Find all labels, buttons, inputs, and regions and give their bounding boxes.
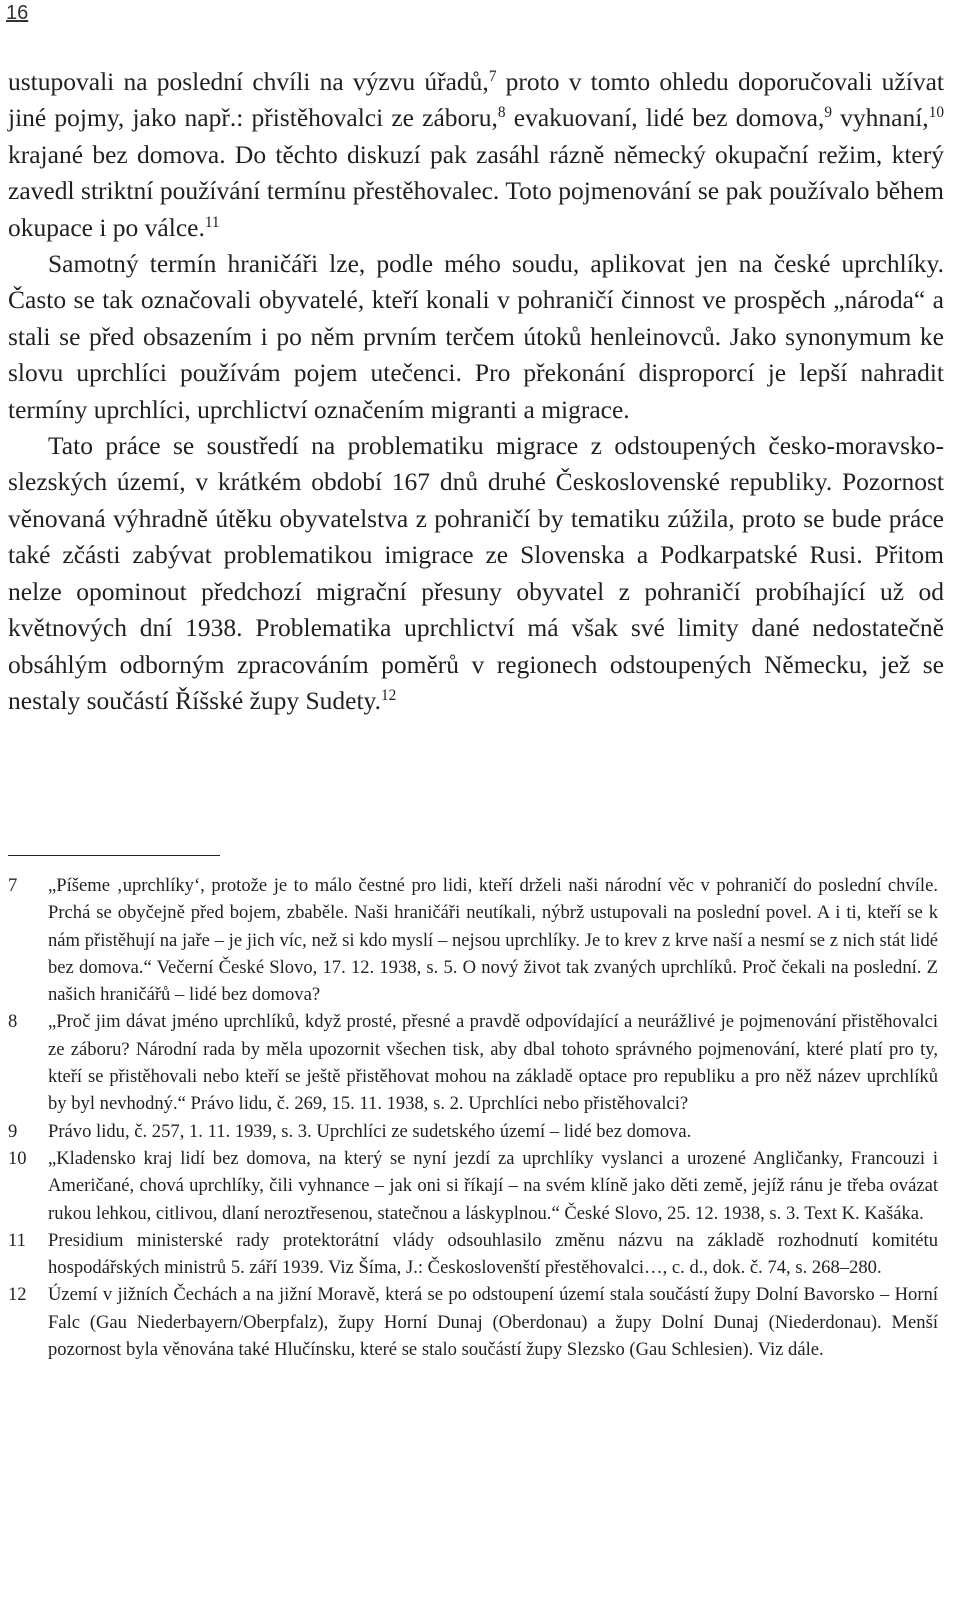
footnote-number: 7 — [8, 875, 18, 896]
footnote-text: Presidium ministerské rady protektorátní vlády odsouhlasilo změnu názvu na základě rozhodnutí komitétu hospodářských ministrů 5. září 1939. Viz Šíma, J.: Českoslovenští přestěhovalci…, c. d., dok. č. 74, s. 268–280. — [48, 1229, 938, 1279]
paragraph-3 — [8, 428, 944, 719]
footnotes — [8, 872, 938, 1363]
footnote-ref-7[interactable]: 7 — [488, 67, 497, 85]
footnote-ref-9[interactable]: 9 — [824, 104, 832, 122]
footnote-ref-12[interactable]: 12 — [381, 686, 397, 704]
footnote-12 — [8, 1281, 938, 1363]
paragraph-text: proto v tomto ohledu doporučovali užívat jiné pojmy, jako např.: přistěhovalci ze záboru, — [8, 67, 944, 133]
footnote-text: „Kladensko kraj lidí bez domova, na který se nyní jezdí za uprchlíky vyslanci a urozené Angličanky, Francouzi i Američané, chová uprchlíky, čili vyhnance – jak oni si říkají – na svém klíně jako děti země, jejíž ránu je třeba ovázat rukou lehkou, citlivou, dlaní neroztřesenou, statečnou a láskyplnou.“ České Slovo, 25. 12. 1938, s. 3. Text K. Kašáka. — [48, 1147, 938, 1224]
paragraph-text: evakuovaní, lidé bez domova, — [505, 103, 825, 133]
footnote-text: „Píšeme ‚uprchlíky‘, protože je to málo čestné pro lidi, kteří drželi naši národní věc v pohraničí do poslední chvíle. Prchá se obyčejně před bojem, zbaběle. Naši hraničáři neutíkali, nýbrž ustupovali na poslední povel. A i ti, kteří se k nám přistěhují na jaře – je jich víc, než si kdo myslí – nejsou uprchlíky. Je to krev z krve naší a nesmí se z nich stát lidé bez domova.“ Večerní České Slovo, 17. 12. 1938, s. 5. O nový život tak zvaných uprchlíků. Proč čekali na poslední. Z našich hraničářů – lidé bez domova? — [48, 875, 938, 1006]
footnote-10 — [8, 1145, 938, 1227]
paragraph-1 — [8, 64, 944, 246]
paragraph-2: Samotný termín hraničáři lze, podle mého soudu, aplikovat jen na české uprchlíky. Často se tak označovali obyvatelé, kteří konali v pohraničí činnost ve prospěch „národa“ a stali se před obsazením i po něm prvním terčem útoků henleinovců. Jako synonymum ke slovu uprchlíci používám pojem utečenci. Pro překonání disproporcí je lepší nahradit termíny uprchlíci, uprchlictví označením migranti a migrace. — [8, 249, 944, 424]
footnote-text: Právo lidu, č. 257, 1. 11. 1939, s. 3. Uprchlíci ze sudetského území – lidé bez domova. — [48, 1120, 692, 1142]
footnote-ref-11[interactable]: 11 — [204, 213, 220, 231]
footnote-number: 12 — [8, 1284, 27, 1306]
footnote-separator — [8, 855, 220, 856]
footnote-ref-10[interactable]: 10 — [928, 104, 944, 122]
footnote-7 — [8, 872, 938, 1008]
page-number: 16 — [6, 2, 29, 24]
footnote-number: 10 — [8, 1147, 27, 1169]
paragraph-text: vyhnaní, — [831, 103, 929, 133]
footnote-text: „Proč jim dávat jméno uprchlíků, když prosté, přesné a pravdě odpovídající a neurážlivé je pojmenování přistěhovalci ze záboru? Národní rada by měla upozornit všechen tisk, aby dbal tohoto správného pojmenování, které platí pro ty, kteří se přistěhovali nebo kteří se ještě přistěhovat mohou na základě optace pro republiku a pro něž název uprchlíků by byl nevhodný.“ Právo lidu, č. 269, 15. 11. 1938, s. 2. Uprchlíci nebo přistěhovalci? — [48, 1011, 938, 1115]
footnote-number: 8 — [8, 1011, 18, 1033]
paragraph-text: Tato práce se soustředí na problematiku migrace z odstoupených česko-moravsko-slezských území, v krátkém období 167 dnů druhé Československé republiky. Pozornost věnovaná výhradně útěku obyvatelstva z pohraničí by tematiku zúžila, proto se bude práce také zčásti zabývat problematikou imigrace ze Slovenska a Podkarpatské Rusi. Přitom nelze opominout předchozí migrační přesuny obyvatel z pohraničí probíhající už od květnových dní 1938. Problematika uprchlictví má však své limity dané nedostatečně obsáhlým odborným zpracováním poměrů v regionech odstoupených Německu, jež se nestaly součástí Říšské župy Sudety. — [8, 431, 944, 715]
paragraph-text: ustupovali na poslední chvíli na výzvu úřadů, — [8, 67, 489, 96]
footnote-8 — [8, 1008, 938, 1117]
footnote-number: 11 — [8, 1229, 26, 1251]
footnote-9 — [8, 1118, 938, 1145]
footnote-ref-8[interactable]: 8 — [497, 104, 506, 122]
footnote-11 — [8, 1227, 938, 1282]
paragraph-text: krajané bez domova. Do těchto diskuzí pak zasáhl rázně německý okupační režim, který zavedl striktní používání termínu přestěhovalec. Toto pojmenování se pak používalo během okupace i po válce. — [8, 139, 944, 242]
footnote-text: Území v jižních Čechách a na jižní Moravě, která se po odstoupení území stala součástí župy Dolní Bavorsko – Horní Falc (Gau Niederbayern/Oberpfalz), župy Horní Dunaj (Oberdonau) a župy Dolní Dunaj (Niederdonau). Menší pozornost byla věnována také Hlučínsku, které se stalo součástí župy Slezsko (Gau Schlesien). Viz dále. — [48, 1284, 938, 1361]
main-text — [8, 64, 944, 719]
footnote-number: 9 — [8, 1120, 18, 1142]
